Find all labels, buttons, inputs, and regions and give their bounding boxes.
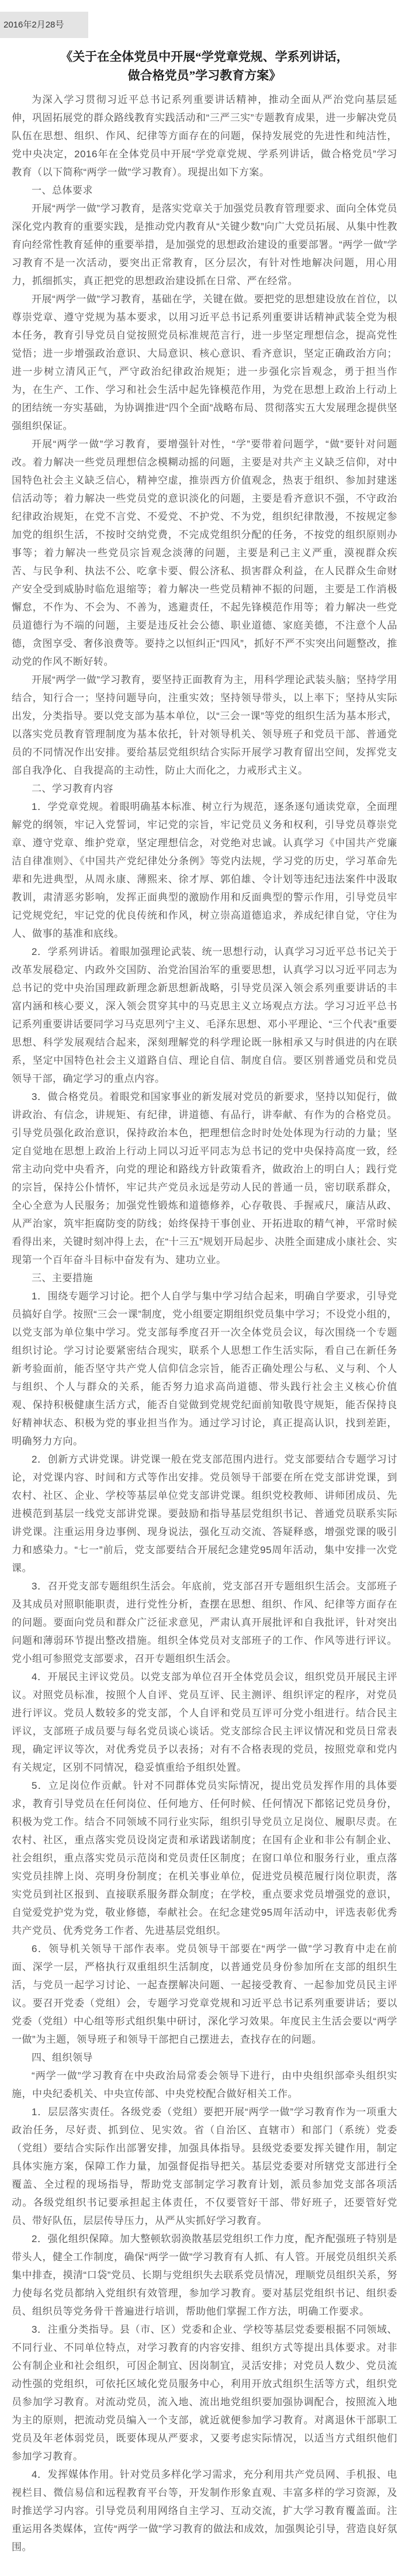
date-label: 2016年2月28号 <box>4 20 64 30</box>
document-title-line-2: 做合格党员”学习教育方案》 <box>127 68 282 82</box>
paragraph: 四、组织领导 <box>32 2052 93 2063</box>
paragraph: 5．立足岗位作贡献。针对不同群体党员实际情况，提出党员发挥作用的具体要求，教育引导党员在任何岗位、任何地方、任何时候、任何情况下都铭记党员身份，积极为党工作。结合不同领域不同行业实际，组织引导党员立足岗位、履职尽责。在农村、社区，重点落实党员设岗定责和承诺践诺制度；在国有企业和非公有制企业、社会组织，重点落实党员示范岗和党员责任区制度；在窗口单位和服务行业，重点落实党员挂牌上岗、亮明身份制度；在机关事业单位，促进党员模范履行岗位职责，落实党员到社区报到、直接联系服务群众制度；在学校，重点要求党员增强党的意识，自觉爱党护党为党，敬业修德，奉献社会。在纪念建党95周年活动中，评选表彰优秀共产党员、优秀党务工作者、先进基层党组织。 <box>12 1780 397 1936</box>
paragraph: 开展“两学一做”学习教育，要增强针对性，“学”要带着问题学，“做”要针对问题改。着力解决一些党员理想信念模糊动摇的问题，主要是对共产主义缺乏信仰，对中国特色社会主义缺乏信心，精神空虚，推崇西方价值观念，热衷于组织、参加封建迷信活动等；着力解决一些党员党的意识淡化的问题，主要是看齐意识不强，不守政治纪律政治规矩，在党不言党、不爱党、不护党、不为党，组织纪律散漫，不按规定参加党的组织生活，不按时交纳党费，不完成党组织分配的任务，不按党的组织原则办事等；着力解决一些党员宗旨观念淡薄的问题，主要是利己主义严重，漠视群众疾苦、与民争利、执法不公、吃拿卡要、假公济私、损害群众利益，在人民群众生命财产安全受到威胁时临危退缩等；着力解决一些党员精神不振的问题，主要是工作消极懈怠，不作为、不会为、不善为，逃避责任，不起先锋模范作用等；着力解决一些党员道德行为不端的问题，主要是违反社会公德、职业道德、家庭美德，不注意个人品德，贪图享受、奢侈浪费等。要持之以恒纠正“四风”，抓好不严不实突出问题整改，推动党的作风不断好转。 <box>12 439 397 667</box>
document-title-line-1: 《关于在全体党员中开展“学党章党规、学系列讲话， <box>60 50 349 64</box>
paragraph: 二、学习教育内容 <box>32 783 113 794</box>
paragraph: “两学一做”学习教育在中央政治局常委会领导下进行，由中央组织部牵头组织实施，中央纪委机关、中央宣传部、中央党校配合做好相关工作。 <box>12 2070 397 2099</box>
document-title <box>12 47 397 85</box>
paragraph: 1．层层落实责任。各级党委（党组）要把开展“两学一做”学习教育作为一项重大政治任务，尽好责、抓到位、见实效。省（自治区、直辖市）和部门（系统）党委（党组）要结合实际作出部署安排，加强具体指导。县级党委要发挥关键作用，制定具体实施方案，保障工作力量，加强督促指导把关。基层党委要对所辖党支部进行全覆盖、全过程的现场指导，帮助党支部制定学习教育计划，派员参加党支部各项活动。各级党组织书记要承担起主体责任，不仅要管好干部、带好班子，还要管好党员、带好队伍，层层传导压力，从严从实抓好学习教育。 <box>12 2106 397 2226</box>
paragraph: 开展“两学一做”学习教育，基础在学，关键在做。要把党的思想建设放在首位，以尊崇党章、遵守党规为基本要求，以用习近平总书记系列重要讲话精神武装全党为根本任务，教育引导党员自觉按照党员标准规范言行，进一步坚定理想信念，提高党性觉悟；进一步增强政治意识、大局意识、核心意识、看齐意识，坚定正确政治方向；进一步树立清风正气，严守政治纪律政治规矩；进一步强化宗旨观念，勇于担当作为，在生产、工作、学习和社会生活中起先锋模范作用，为党在思想上政治上行动上的团结统一夯实基础，为协调推进“四个全面”战略布局、贯彻落实五大发展理念提供坚强组织保证。 <box>12 294 397 432</box>
date-badge <box>0 12 88 38</box>
paragraph: 4．发挥媒体作用。针对党员多样化学习需求，充分利用共产党员网、手机报、电视栏目、微信易信和远程教育平台等，开发制作形象直观、丰富多样的学习资源，及时推送学习内容。引导党员利用网络自主学习、互动交流，扩大学习教育覆盖面。注重运用各类媒体，宣传“两学一做”学习教育的做法和成效，加强舆论引导，营造良好氛围。 <box>12 2469 397 2553</box>
paragraph: 3．做合格党员。着眼党和国家事业的新发展对党员的新要求，坚持以知促行，做讲政治、有信念，讲规矩、有纪律，讲道德、有品行，讲奉献、有作为的合格党员。引导党员强化政治意识，保持政治本色，把理想信念时时处处体现为行动的力量；坚定自觉地在思想上政治上行动上同以习近平同志为总书记的党中央保持高度一致，经常主动向党中央看齐，向党的理论和路线方针政策看齐，做政治上的明白人；践行党的宗旨，保持公仆情怀，牢记共产党员永远是劳动人民的普通一员，密切联系群众，全心全意为人民服务；加强党性锻炼和道德修养，心存敬畏、手握戒尺，廉洁从政、从严治家，筑牢拒腐防变的防线；始终保持干事创业、开拓进取的精气神，平常时候看得出来，关键时刻冲得上去，在“十三五”规划开局起步、决胜全面建成小康社会、实现第一个百年奋斗目标中奋发有为、建功立业。 <box>12 1091 397 1265</box>
paragraph: 2．强化组织保障。加大整顿软弱涣散基层党组织工作力度，配齐配强班子特别是带头人，健全工作制度，确保“两学一做”学习教育有人抓、有人管。开展党员组织关系集中排查，摸清“口袋”党员、长期与党组织失去联系党员情况，理顺党员组织关系，努力使每名党员都纳入党组织有效管理，参加学习教育。要对基层党组织书记、组织委员、组织员等党务骨干普遍进行培训，帮助他们掌握工作方法，明确工作要求。 <box>12 2233 397 2317</box>
paragraph: 三、主要措施 <box>32 1273 93 1284</box>
paragraph: 3．召开党支部专题组织生活会。年底前，党支部召开专题组织生活会。支部班子及其成员对照职能职责，进行党性分析，查摆在思想、组织、作风、纪律等方面存在的问题。要面向党员和群众广泛征求意见，严肃认真开展批评和自我批评，针对突出问题和薄弱环节提出整改措施。组织全体党员对支部班子的工作、作风等进行评议。党小组可参照党支部要求，召开专题组织生活会。 <box>12 1581 397 1664</box>
paragraph: 4．开展民主评议党员。以党支部为单位召开全体党员会议，组织党员开展民主评议。对照党员标准，按照个人自评、党员互评、民主测评、组织评定的程序，对党员进行评议。党员人数较多的党支部，个人自评和党员互评可分党小组进行。结合民主评议，支部班子成员要与每名党员谈心谈话。党支部综合民主评议情况和党员日常表现，确定评议等次，对优秀党员予以表扬；对有不合格表现的党员，按照党章和党内有关规定，区别不同情况，稳妥慎重给予组织处置。 <box>12 1671 397 1773</box>
paragraph: 一、总体要求 <box>32 185 93 196</box>
paragraph: 3．注重分类指导。县（市、区）党委和企业、学校等基层党委要根据不同领域、不同行业、不同单位特点，对学习教育的内容安排、组织方式等提出具体要求。对非公有制企业和社会组织，可因企制宜、因岗制宜，灵活安排；对党员人数少、党员流动性强的党组织，可依托区域化党员服务中心，利用开放式组织生活等方式，组织党员参加学习教育。对流动党员，流入地、流出地党组织要加强协调配合，按照流入地为主的原则，把流动党员编入一个支部，就近就便参加学习教育。对离退休干部职工党员及年老体弱党员，既要体现从严要求，又要考虑实际情况，以适当方式组织他们参加学习教育。 <box>12 2324 397 2462</box>
paragraph: 2．学系列讲话。着眼加强理论武装、统一思想行动，认真学习习近平总书记关于改革发展稳定、内政外交国防、治党治国治军的重要思想，认真学习以习近平同志为总书记的党中央治国理政新理念新思想新战略，引导党员深入领会系列重要讲话的丰富内涵和核心要义，深入领会贯穿其中的马克思主义立场观点方法。学习习近平总书记系列重要讲话要同学习马克思列宁主义、毛泽东思想、邓小平理论、“三个代表”重要思想、科学发展观结合起来，深刻理解党的科学理论既一脉相承又与时俱进的内在联系，坚定中国特色社会主义道路自信、理论自信、制度自信。要区别普通党员和党员领导干部，确定学习的重点内容。 <box>12 946 397 1084</box>
paragraph: 为深入学习贯彻习近平总书记系列重要讲话精神，推动全面从严治党向基层延伸，巩固拓展党的群众路线教育实践活动和“三严三实”专题教育成果，进一步解决党员队伍在思想、组织、作风、纪律等方面存在的问题，保持发展党的先进性和纯洁性，党中央决定，2016年在全体党员中开展“学党章党规、学系列讲话，做合格党员”学习教育（以下简称“两学一做”学习教育）。现提出如下方案。 <box>12 94 397 178</box>
document-body <box>12 91 397 2556</box>
paragraph: 开展“两学一做”学习教育，要坚持正面教育为主，用科学理论武装头脑；坚持学用结合，知行合一；坚持问题导向，注重实效；坚持领导带头，以上率下；坚持从实际出发，分类指导。要以党支部为基本单位，以“三会一课”等党的组织生活为基本形式，以落实党员教育管理制度为基本依托，针对领导机关、领导班子和党员干部、普通党员的不同情况作出安排。要给基层党组织结合实际开展学习教育留出空间，发挥党支部自我净化、自我提高的主动性，防止大而化之，力戒形式主义。 <box>12 674 397 776</box>
paragraph: 1．学党章党规。着眼明确基本标准、树立行为规范，逐条逐句通读党章，全面理解党的纲领，牢记入党誓词，牢记党的宗旨，牢记党员义务和权利，引导党员尊崇党章、遵守党章、维护党章，坚定理想信念，对党绝对忠诚。认真学习《中国共产党廉洁自律准则》、《中国共产党纪律处分条例》等党内法规，学习党的历史，学习革命先辈和先进典型，从周永康、薄熙来、徐才厚、郭伯雄、令计划等违纪违法案件中汲取教训，肃清恶劣影响，发挥正面典型的激励作用和反面典型的警示作用，引导党员牢记党规党纪，牢记党的优良传统和作风，树立崇高道德追求，养成纪律自觉，守住为人、做事的基准和底线。 <box>12 801 397 939</box>
document <box>0 47 409 2576</box>
paragraph: 2．创新方式讲党课。讲党课一般在党支部范围内进行。党支部要结合专题学习讨论，对党课内容、时间和方式等作出安排。党员领导干部要在所在党支部讲党课，到农村、社区、企业、学校等基层单位党支部讲党课。组织党校教师、讲师团成员、先进模范到基层一线党支部讲党课。要鼓励和指导基层党组织书记、普通党员联系实际讲党课。注重运用身边事例、现身说法，强化互动交流、答疑释惑，增强党课的吸引力和感染力。“七一”前后，党支部要结合开展纪念建党95周年活动，集中安排一次党课。 <box>12 1454 397 1574</box>
paragraph: 6．领导机关领导干部作表率。党员领导干部要在“两学一做”学习教育中走在前面、深学一层，严格执行双重组织生活制度，以普通党员身份参加所在支部的组织生活，与党员一起学习讨论、一起查摆解决问题、一起接受教育、一起参加党员民主评议。要召开党委（党组）会，专题学习党章党规和习近平总书记系列重要讲话；要以党委（党组）中心组等形式组织集中研讨，深化学习效果。年度民主生活会要以“两学一做”为主题，领导班子和领导干部把自己摆进去，查找存在的问题。 <box>12 1943 397 2045</box>
paragraph: 1．围绕专题学习讨论。把个人自学与集中学习结合起来，明确自学要求，引导党员搞好自学。按照“三会一课”制度，党小组要定期组织党员集中学习；不设党小组的，以党支部为单位集中学习。党支部每季度召开一次全体党员会议，每次围绕一个专题组织讨论。学习讨论要紧密结合现实，联系个人思想工作生活实际，看自己在新任务新考验面前，能否坚守共产党人信仰信念宗旨，能否正确处理公与私、义与利、个人与组织、个人与群众的关系，能否努力追求高尚道德、带头践行社会主义核心价值观、保持积极健康生活方式，能否自觉做到党规党纪面前知敬畏守规矩，能否保持良好精神状态、积极为党的事业担当作为。通过学习讨论，真正提高认识，找到差距，明确努力方向。 <box>12 1291 397 1447</box>
paragraph: 开展“两学一做”学习教育，是落实党章关于加强党员教育管理要求、面向全体党员深化党内教育的重要实践，是推动党内教育从“关键少数”向广大党员拓展、从集中性教育向经常性教育延伸的重要举措，是加强党的思想政治建设的重要部署。“两学一做”学习教育不是一次活动，要突出正常教育，区分层次，有针对性地解决问题，用心用力，抓细抓实，真正把党的思想政治建设抓在日常、严在经常。 <box>12 203 397 287</box>
